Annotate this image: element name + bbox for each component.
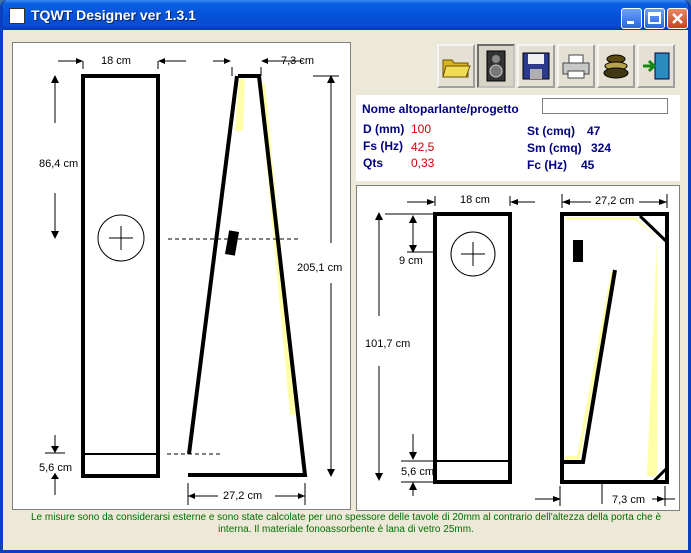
title-bar[interactable]	[3, 0, 688, 30]
close-button[interactable]	[667, 8, 688, 29]
dim-front-width-compact: 18 cm	[460, 194, 490, 206]
minimize-button[interactable]	[621, 8, 642, 29]
maximize-icon	[645, 9, 664, 28]
param-value-fc: 45	[581, 158, 595, 172]
window-title: TQWT Designer ver 1.3.1	[31, 7, 196, 23]
dim-upper-height: 86,4 cm	[39, 158, 79, 170]
tools-button[interactable]	[597, 44, 635, 88]
speaker-button[interactable]	[477, 44, 515, 88]
exit-button[interactable]	[637, 44, 675, 88]
print-button[interactable]	[557, 44, 595, 88]
param-label-sm: Sm (cmq)	[527, 141, 582, 155]
param-value-sm: 324	[591, 141, 612, 155]
save-button[interactable]	[517, 44, 555, 88]
dim-bottom-width: 27,2 cm	[223, 490, 263, 502]
param-label-qts: Qts	[363, 156, 384, 170]
dim-top-port-width: 7,3 cm	[281, 55, 315, 67]
compact-view-panel	[356, 185, 680, 511]
stacked-objects-icon	[601, 51, 631, 81]
app-icon	[9, 8, 25, 24]
dim-driver-height: 9 cm	[399, 255, 423, 267]
project-name-input[interactable]	[542, 98, 668, 114]
front-side-view-panel	[12, 42, 351, 510]
close-icon	[668, 9, 687, 28]
param-label-d: D (mm)	[363, 122, 405, 136]
printer-icon	[561, 52, 591, 80]
minimize-icon	[622, 9, 641, 28]
toolbar	[435, 44, 679, 92]
cabinet-drawing-front-side	[13, 43, 351, 510]
open-button[interactable]	[437, 44, 475, 88]
param-value-fs: 42,5	[411, 140, 435, 154]
footer-line-2: interna. Il materiale fonoassorbente è lana di vetro 25mm.	[218, 524, 474, 535]
dim-bottom-height-compact: 5,6 cm	[401, 466, 435, 478]
dim-bottom-height: 5,6 cm	[39, 462, 73, 474]
param-value-d: 100	[411, 122, 432, 136]
driver-side-compact	[573, 240, 583, 262]
dim-body-height: 101,7 cm	[365, 338, 411, 350]
param-value-st: 47	[587, 124, 601, 138]
param-label-st: St (cmq)	[527, 124, 575, 138]
exit-door-icon	[641, 51, 671, 81]
maximize-button[interactable]	[644, 8, 665, 29]
param-label-fs: Fs (Hz)	[363, 139, 403, 153]
dim-port-width-compact: 7,3 cm	[612, 494, 646, 506]
save-disk-icon	[521, 51, 551, 81]
param-label-fc: Fc (Hz)	[527, 158, 567, 172]
param-value-qts: 0,33	[411, 156, 435, 170]
dim-front-width: 18 cm	[101, 55, 131, 67]
open-folder-icon	[441, 52, 471, 80]
cabinet-drawing-compact	[357, 186, 680, 511]
dim-side-width: 27,2 cm	[595, 195, 635, 207]
footer-note	[12, 512, 680, 538]
dim-total-height: 205,1 cm	[297, 262, 343, 274]
speaker-icon	[484, 50, 508, 82]
footer-line-1: Le misure sono da considerarsi esterne e sono state calcolate per uno spessore delle tavole di 20mm al contrario dell'altezza della porta che è	[30, 512, 662, 523]
project-info-panel	[356, 95, 680, 181]
front-panel-outline	[83, 76, 158, 476]
project-label: Nome altoparlante/progetto	[362, 102, 519, 116]
